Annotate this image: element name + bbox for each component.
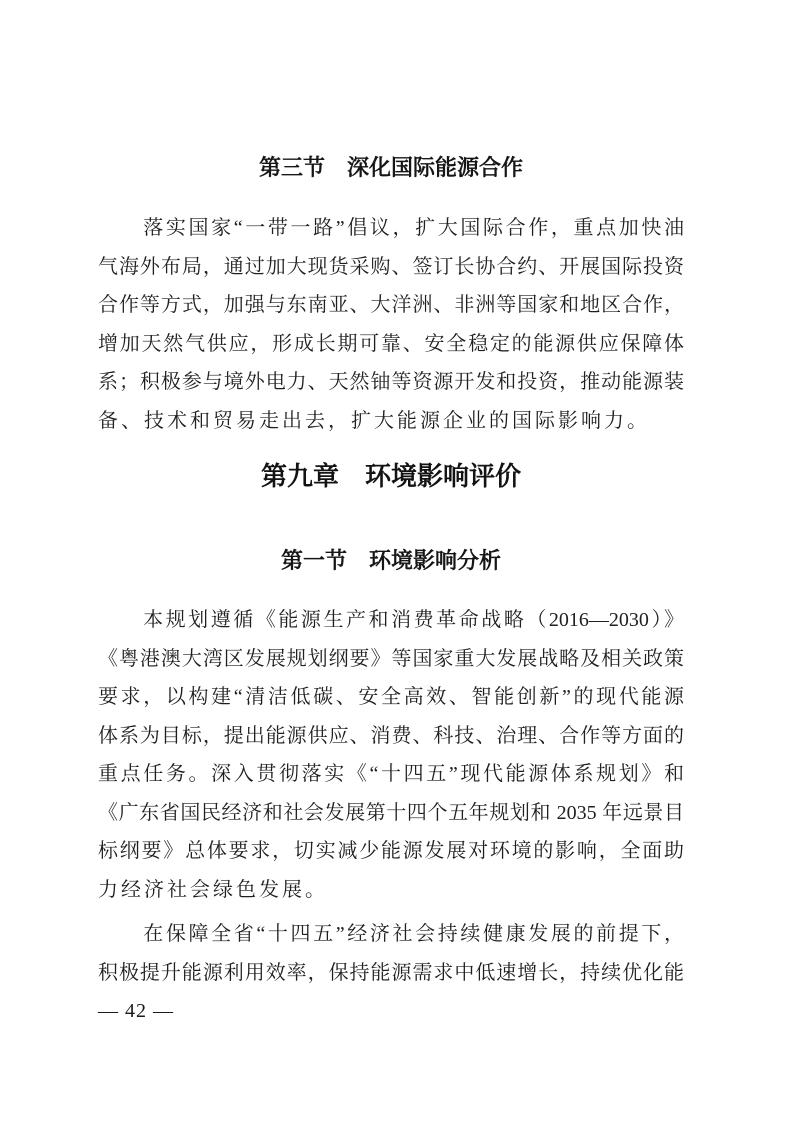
paragraph-line: 增加天然气供应，形成长期可靠、安全稳定的能源供应保障体 <box>98 332 684 355</box>
paragraph-line: 在保障全省“十四五”经济社会持续健康发展的前提下， <box>98 923 684 945</box>
paragraph-international-cooperation <box>98 209 684 440</box>
paragraph-line: 气海外布局，通过加大现货采购、签订长协合约、开展国际投资 <box>98 255 684 278</box>
paragraph-line: 积极提升能源利用效率，保持能源需求中低速增长，持续优化能 <box>98 961 684 984</box>
paragraph-line: 备、技术和贸易走出去，扩大能源企业的国际影响力。 <box>98 409 650 432</box>
paragraph-line: 合作等方式，加强与东南亚、大洋洲、非洲等国家和地区合作， <box>98 294 684 316</box>
chapter-heading: 第九章 环境影响评价 <box>260 462 521 491</box>
paragraph-line: 本规划遵循《能源生产和消费革命战略（2016—2030）》 <box>98 609 684 631</box>
paragraph-line: 系；积极参与境外电力、天然铀等资源开发和投资，推动能源装 <box>98 371 684 393</box>
page-number: — 42 — <box>98 1000 174 1022</box>
paragraph-line: 《广东省国民经济和社会发展第十四个五年规划和 2035 年远景目 <box>98 801 684 824</box>
paragraph-line: 要求，以构建“清洁低碳、安全高效、智能创新”的现代能源 <box>98 686 684 708</box>
paragraph-line: 力经济社会绿色发展。 <box>98 878 328 901</box>
section-heading-prev: 第三节 深化国际能源合作 <box>258 155 523 180</box>
paragraph-line: 《粤港澳大湾区发展规划纲要》等国家重大发展战略及相关政策 <box>98 647 684 670</box>
paragraph-line: 标纲要》总体要求，切实减少能源发展对环境的影响，全面助 <box>98 840 684 862</box>
paragraph-energy-efficiency <box>98 915 684 992</box>
paragraph-line: 落实国家“一带一路”倡议，扩大国际合作，重点加快油 <box>98 217 684 239</box>
section-heading-current: 第一节 环境影响分析 <box>280 548 501 573</box>
paragraph-line: 体系为目标，提出能源供应、消费、科技、治理、合作等方面的 <box>98 724 684 747</box>
paragraph-line: 重点任务。深入贯彻落实《“十四五”现代能源体系规划》和 <box>98 763 684 785</box>
paragraph-environment-analysis <box>98 601 684 909</box>
